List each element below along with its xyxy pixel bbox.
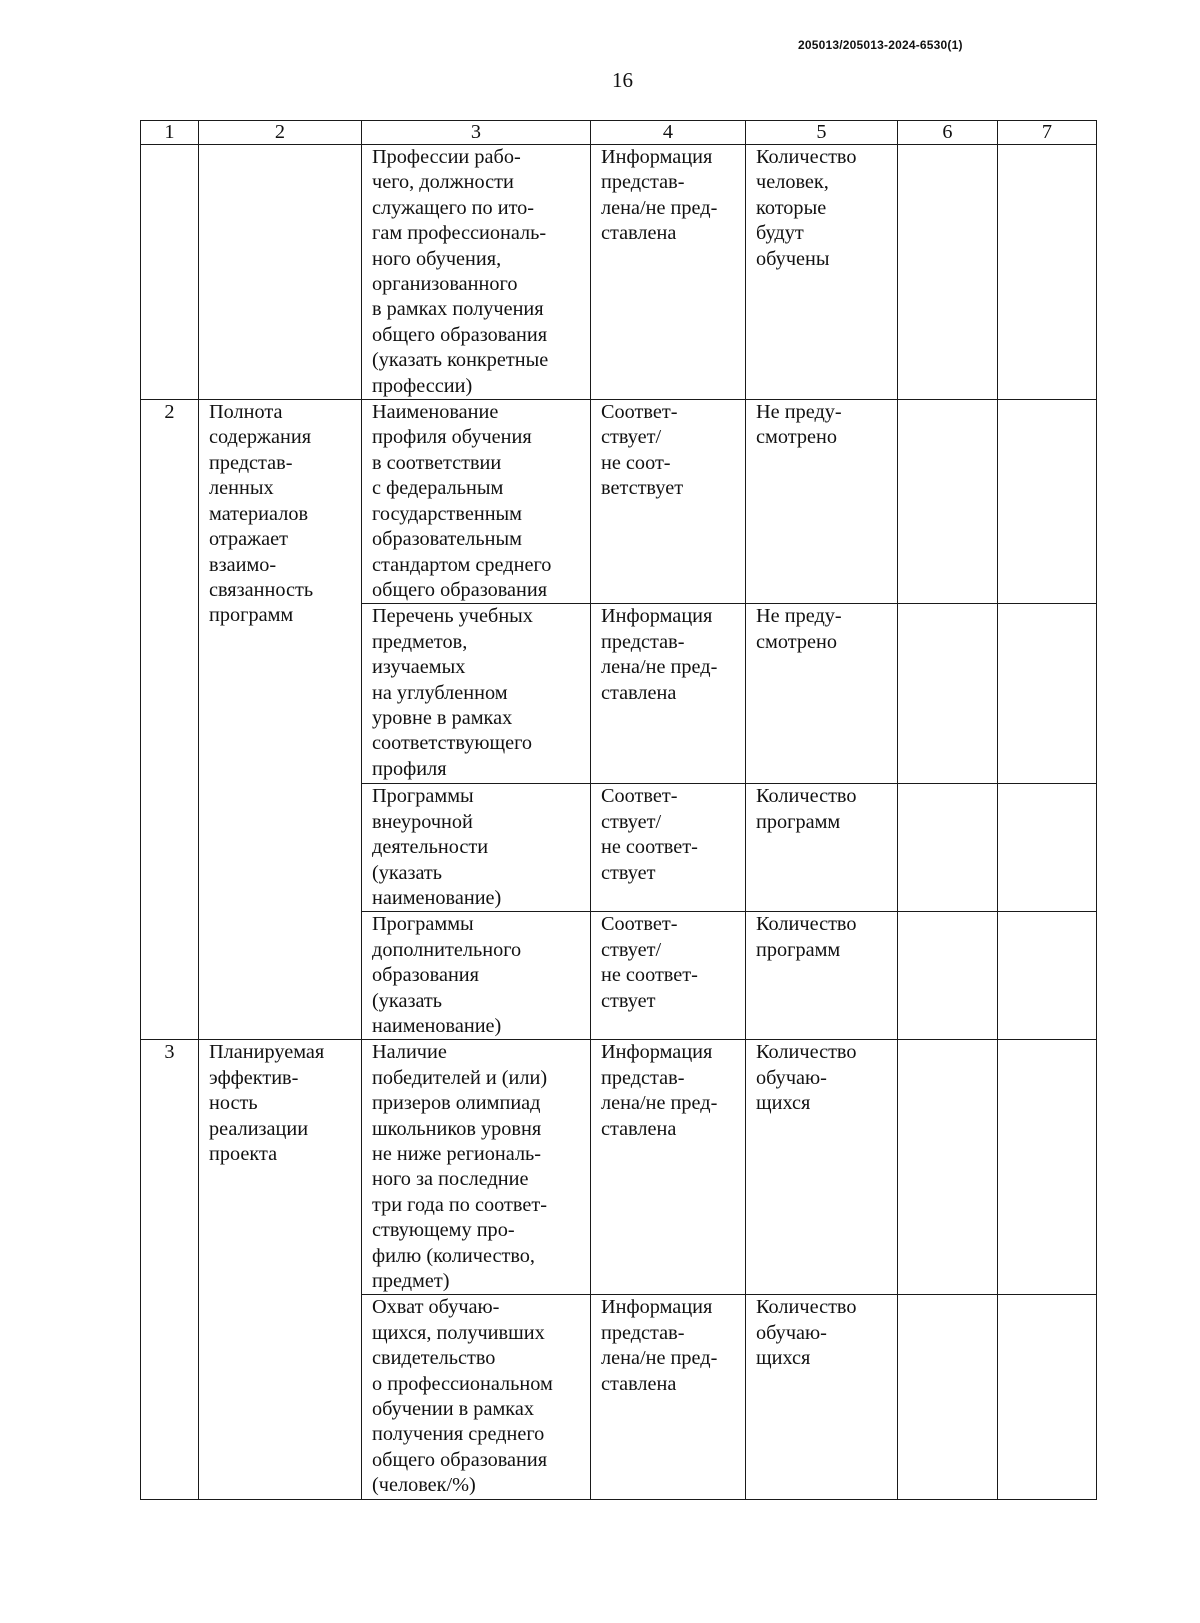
- row-number-cell: 2: [141, 400, 199, 1040]
- indicator-cell: Программы дополнительного образования (указать наименование): [362, 912, 591, 1040]
- column-header-3: 3: [362, 121, 591, 145]
- unit-cell: Количество программ: [746, 912, 898, 1040]
- indicator-cell: Профессии рабо- чего, должности служащего по ито- гам профессиональ- ного обучения, организованного в рамках получения общего образования (указать конкретные профессии): [362, 145, 591, 400]
- note-cell: [998, 400, 1097, 604]
- score-cell: [898, 784, 998, 912]
- value-cell: Соответ- ствует/ не соответ- ствует: [591, 912, 746, 1040]
- value-cell: Информация представ- лена/не пред- ставлена: [591, 1295, 746, 1499]
- column-header-7: 7: [998, 121, 1097, 145]
- column-header-2: 2: [199, 121, 362, 145]
- column-header-5: 5: [746, 121, 898, 145]
- indicator-cell: Наличие победителей и (или) призеров олимпиад школьников уровня не ниже региональ- ного за последние три года по соответ- ствующему про- филю (количество, предмет): [362, 1040, 591, 1295]
- criteria-table: [140, 120, 1097, 1500]
- score-cell: [898, 1295, 998, 1499]
- note-cell: [998, 1040, 1097, 1295]
- table-row: [141, 145, 1097, 400]
- note-cell: [998, 145, 1097, 400]
- page-number: 16: [612, 68, 633, 92]
- unit-cell: Количество обучаю- щихся: [746, 1040, 898, 1295]
- indicator-cell: Программы внеурочной деятельности (указать наименование): [362, 784, 591, 912]
- note-cell: [998, 784, 1097, 912]
- note-cell: [998, 1295, 1097, 1499]
- indicator-cell: Наименование профиля обучения в соответствии с федеральным государственным образовательным стандартом среднего общего образования: [362, 400, 591, 604]
- score-cell: [898, 912, 998, 1040]
- table-row: [141, 400, 1097, 604]
- criterion-cell: Полнота содержания представ- ленных материалов отражает взаимо- связанность программ: [199, 400, 362, 1040]
- column-header-1: 1: [141, 121, 199, 145]
- unit-cell: Количество программ: [746, 784, 898, 912]
- table-row: [141, 1040, 1097, 1295]
- score-cell: [898, 145, 998, 400]
- unit-cell: Количество обучаю- щихся: [746, 1295, 898, 1499]
- value-cell: Информация представ- лена/не пред- ставлена: [591, 1040, 746, 1295]
- row-number-cell: 3: [141, 1040, 199, 1499]
- criterion-cell: [199, 145, 362, 400]
- indicator-cell: Охват обучаю- щихся, получивших свидетельство о профессиональном обучении в рамках получения среднего общего образования (человек/%): [362, 1295, 591, 1499]
- header-row: [141, 121, 1097, 145]
- row-number-cell: [141, 145, 199, 400]
- criterion-cell: Планируемая эффектив- ность реализации проекта: [199, 1040, 362, 1499]
- column-header-4: 4: [591, 121, 746, 145]
- unit-cell: Количество человек, которые будут обучены: [746, 145, 898, 400]
- value-cell: Соответ- ствует/ не соот- ветствует: [591, 400, 746, 604]
- value-cell: Информация представ- лена/не пред- ставлена: [591, 604, 746, 784]
- score-cell: [898, 400, 998, 604]
- indicator-cell: Перечень учебных предметов, изучаемых на углубленном уровне в рамках соответствующего профиля: [362, 604, 591, 784]
- note-cell: [998, 604, 1097, 784]
- unit-cell: Не преду- смотрено: [746, 400, 898, 604]
- score-cell: [898, 1040, 998, 1295]
- unit-cell: Не преду- смотрено: [746, 604, 898, 784]
- note-cell: [998, 912, 1097, 1040]
- column-header-6: 6: [898, 121, 998, 145]
- value-cell: Соответ- ствует/ не соответ- ствует: [591, 784, 746, 912]
- score-cell: [898, 604, 998, 784]
- document-id: 205013/205013-2024-6530(1): [798, 38, 963, 52]
- value-cell: Информация представ- лена/не пред- ставлена: [591, 145, 746, 400]
